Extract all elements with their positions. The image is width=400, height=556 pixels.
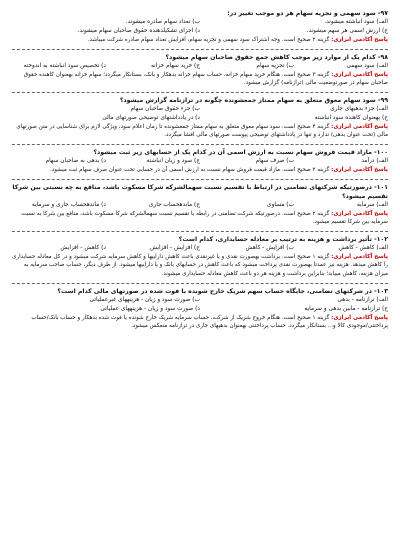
answer-label: پاسخ آکادمی ابرازی: [331,123,388,130]
answer-option: ج) ترازنامه - مابین بدهی و سرمایه [304,305,388,312]
answer-option: د) بدهی به صاحبان سهام [45,157,106,164]
answer-explanation [12,166,388,175]
question-number-separator: - [371,287,377,295]
answer-option: ج) بهعنوان کاهنده سود انباشته [314,114,388,121]
question-block [12,180,388,232]
question-text: درصورتیکه شرکتهای تضامنی در ارتباط با تقسیم نسبت سهمالشرکه شرکا مسکوت باشد، منافع به چه نسبتی بین شرکا تقسیم میشود؟ [12,183,388,200]
answer-option: ب) مساوی [267,201,294,208]
answer-option: ج) خرید سهام خزانه [151,62,200,69]
answer-text: گزینه ۱ صحیح است. برداشت بهصورت نقدی و یا غیرنقدی باعث کاهش داراییها و کاهش سرمایه شرکت میشود و در کل معادله حسابداری را کاهش میدهد. هزینه نیز عمدتا بهصورت نقدی پرداخت میشود که باعث کاهش در حسابهای بانک و یا داراییها میشود. از طرف دیگر، حساب صاحب سرمایه به میزان هزینه، کاهش مییابد؛ بنابراین برداشت و هزینه هر دو باعث کاهش معادله حسابداری میشوند. [12,253,388,277]
question-number: ۱۰۲ [376,235,388,243]
answer-option: ب) افزایش - کاهش [245,244,294,251]
answer-label: پاسخ آکادمی ابرازی: [331,210,388,217]
answer-label: پاسخ آکادمی ابرازی: [331,314,388,321]
question-block [12,232,388,284]
options-list [12,105,388,123]
question-text: در شرکتهای تضامنی، جایگاه حساب سهم شریک خارج شونده با فوت شده در صورتهای مالی کدام است؟ [57,287,372,295]
answer-text: گزینه ۳ صحیح است. هنگام خرید سهام خزانه، حساب سهام خزانه بدهکار و بانک، بستانکار میگردد؛ سهام خزانه بهعنوان کاهنده حقوق صاحبان سهام در صورتوضعیت مالی (ترازنامه) گزارش میشود. [23,71,388,87]
answer-option: الف) ترازنامه - بدهی [337,296,388,303]
answer-option: ب) جزء حقوق صاحبان سهام [130,105,200,112]
question-number: ۱۰۱ [376,183,388,191]
question-block [12,145,388,180]
answer-option: ج) ارزش اسمی هر سهم میشوند. [306,28,388,34]
question-number-separator: - [371,183,377,191]
answer-label: پاسخ آکادمی ابرازی: [331,166,388,173]
options-list [12,18,388,36]
answer-text: گزینه ۴ صحیح است. سود سهام معوق متعلق به سهام ممتاز جمعشونده تا زمان اعلام سود، ویژگی لازم برای شناسایی در متن صورتهای مالی (تحت عنوان بدهی) ندارد و تنها در یادداشتهای توضیحی پیوست صورتهای مالی افشا میگردد. [16,123,388,139]
question-stem [12,53,388,62]
answer-label: پاسخ آکادمی ابرازی: [331,37,388,43]
answer-option: ب) صرف سهام [255,157,294,164]
options-list [12,244,388,253]
question-number-separator: - [371,235,377,243]
question-number-separator: - [375,53,381,61]
question-stem [12,148,388,157]
question-text: سود سهام معوق متعلق به سهام ممتاز جمعشونده چگونه در ترازنامه گزارش میشود؟ [119,96,376,104]
answer-option: ب) تجزیه سهام [256,62,294,69]
answer-option: الف) سود انباشته میشوند. [324,19,388,25]
answer-explanation [12,210,388,227]
answer-option: الف) درآمد [361,157,388,164]
answer-option: د) صورت سود و زیان - هزینههای عملیاتی [100,305,200,312]
answer-option: ج) افزایش - افزایش [149,244,200,251]
answer-text: گزینه ۲ صحیح است. درصورتیکه شرکت تضامنی در رابطه با تقسیم نسبت سهمالشرکه شرکا مسکوت باشد، منافع بین شرکا به نسبت سرمایه بین شرکا تقسیم میشود. [21,210,388,226]
answer-option: ج) سود و زیان انباشته [146,157,200,164]
answer-text: گزینه ۲ صحیح است. وجه اشتراک سود سهمی و تجزیه سهام، افزایش تعداد سهام صادره شرکت میباشد. [87,37,330,43]
question-number: ۹۸ [380,53,388,61]
answer-option: د) در یادداشتهای توضیحی صورتهای مالی [102,114,200,121]
options-list [12,296,388,314]
answer-label: پاسخ آکادمی ابرازی: [331,71,388,78]
answer-option: ب) تعداد سهام صادره میشوند. [125,19,200,25]
question-number: ۱۰۳ [376,287,388,295]
answer-option: ج) ماندهحساب جاری [148,201,200,208]
question-text: کدام یک از موارد زیر موجب کاهش جمع حقوق صاحبان سهام میشود؟ [165,53,376,61]
answer-option: د) کاهش - افزایش [60,244,106,251]
question-number: ۹۷ [380,10,388,17]
answer-label: پاسخ آکادمی ابرازی: [331,253,388,260]
question-block [12,6,388,50]
answer-explanation [12,123,388,140]
answer-option: الف) سرمایه [356,201,388,208]
question-number-separator: - [375,10,381,17]
question-stem [12,96,388,105]
answer-option: ب) صورت سود و زیان - هزینههای غیرعملیاتی [89,296,200,303]
answer-explanation [12,36,388,45]
answer-explanation [12,314,388,331]
question-stem [12,9,388,18]
answer-text: گزینه ۲ صحیح است. مازاد قیمت فروش سهام نسبت به ارزش اسمی آن در حسابی تحت عنوان صرف سهام ثبت میشود. [49,166,330,173]
options-list [12,157,388,166]
question-stem [12,183,388,201]
question-number-separator: - [375,96,381,104]
question-number-separator: - [371,148,377,156]
answer-explanation [12,71,388,88]
question-stem [12,287,388,296]
question-text: مازاد قیمت فروش سهام نسبت به ارزش اسمی آن در کدام یک از حسابهای زیر ثبت میشود؟ [93,148,372,156]
question-block [12,93,388,145]
answer-text: گزینه ۱ صحیح است. هنگام خروج شریک از شرکت، حساب سرمایه شریک خارج شونده یا فوت شده بدهکار و حساب بانک/حساب پرداختنی/موجودی کالا و... بستانکار میگردد. حساب پرداختنی بهعنوان بدهیهای جاری در ترازنامه منعکس میشود. [31,314,388,330]
options-list [12,62,388,71]
answer-option: الف) سود سهمی [346,62,388,69]
answer-option: د) اجزای تشکیلدهنده حقوق صاحبان سهام میشوند. [77,28,200,34]
question-text: تأثیر برداشت و هزینه به ترتیب بر معادله حسابداری، کدام است؟ [178,235,372,243]
question-number: ۹۹ [380,96,388,104]
question-block [12,284,388,335]
answer-explanation [12,253,388,279]
answer-option: د) ماندهحساب جاری و سرمایه [31,201,106,208]
question-text: سود سهمی و تجزیه سهام هر دو موجب تغییر در: [227,10,376,17]
answer-option: د) تخصیص سود انباشته به اندوخته [23,62,106,69]
question-stem [12,235,388,244]
options-list [12,201,388,210]
question-block [12,50,388,93]
answer-option: الف) کاهش - کاهش [338,244,388,251]
answer-option: الف) جزء بدهیهای جاری [330,105,388,112]
question-number: ۱۰۰ [376,148,388,156]
